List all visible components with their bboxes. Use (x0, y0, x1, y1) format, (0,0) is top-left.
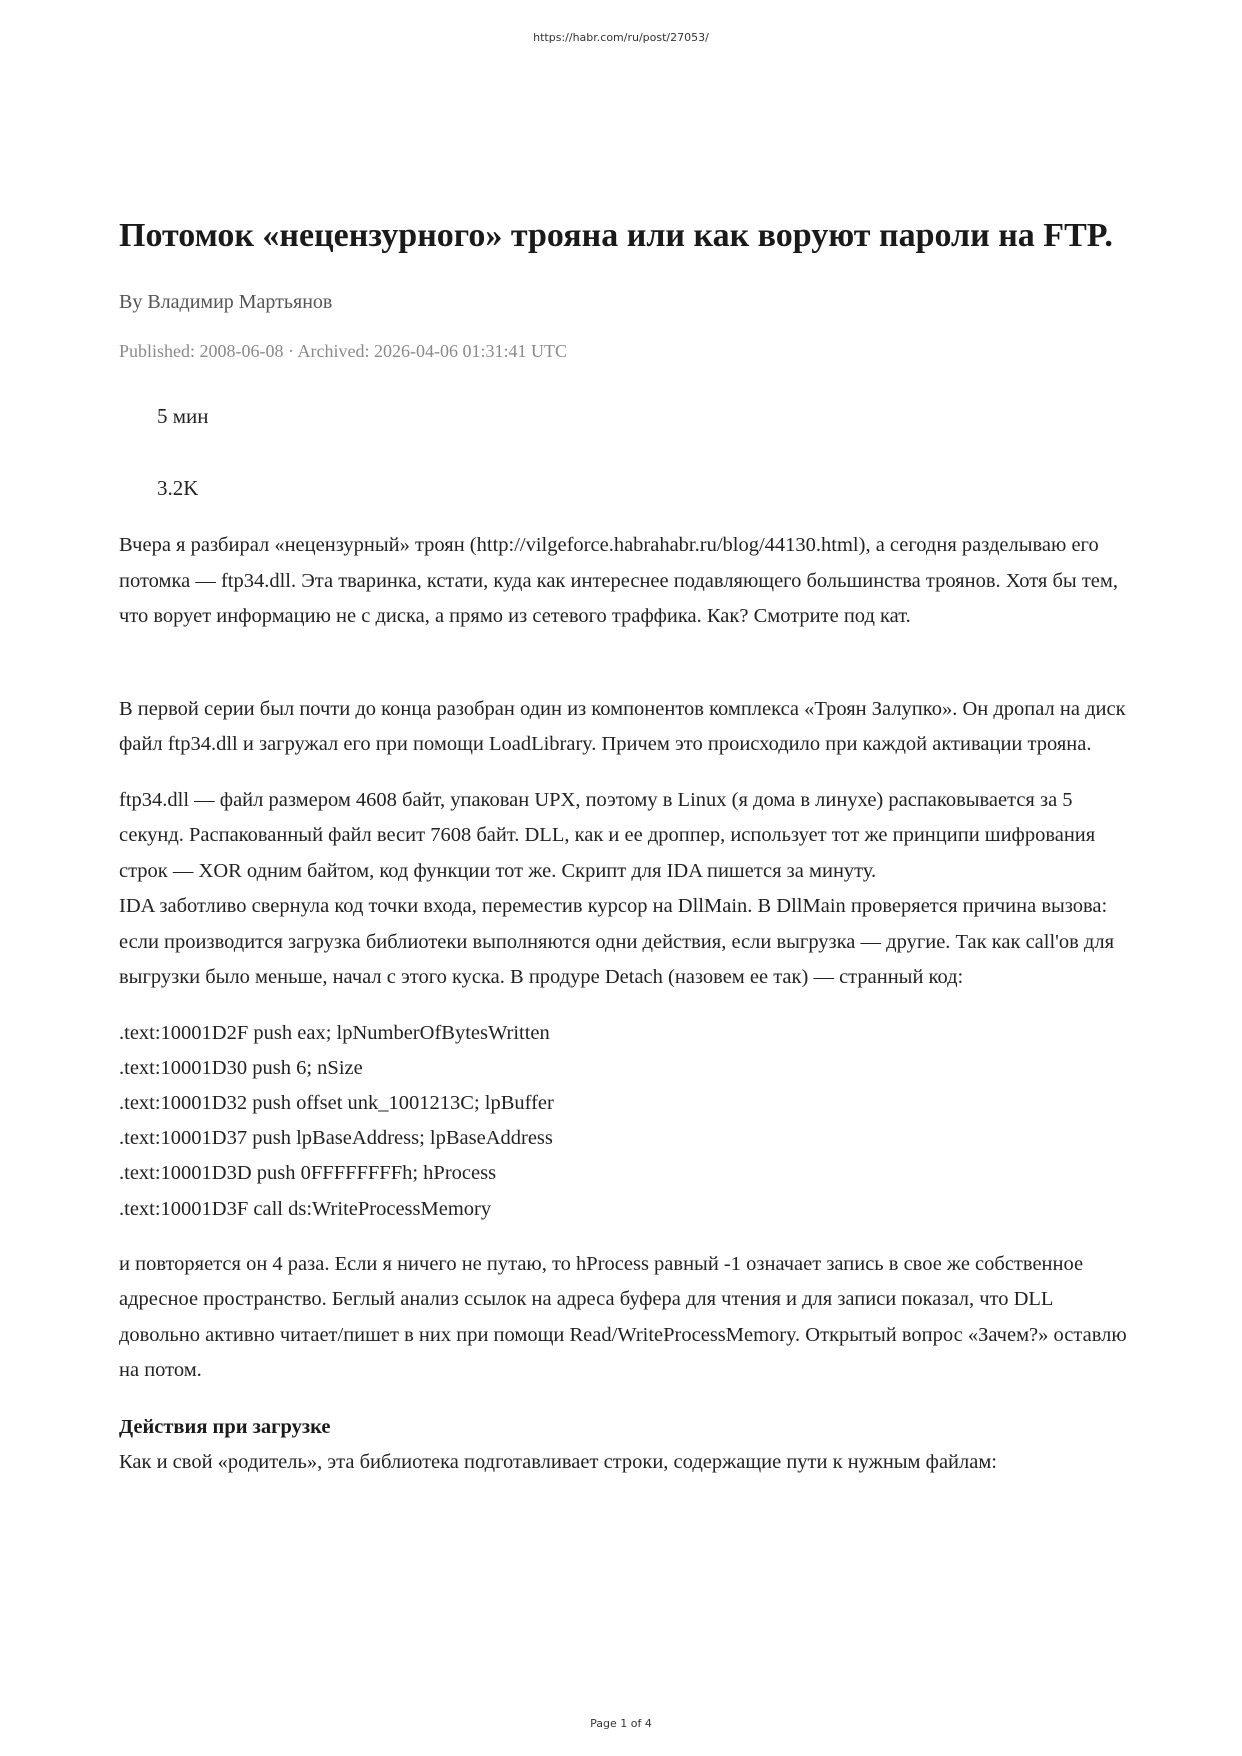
code-line: .text:10001D37 push lpBaseAddress; lpBaseAddress (119, 1127, 553, 1150)
series-paragraph: В первой серии был почти до конца разобран один из компонентов комплекса «Троян Залупко». Он дропал на диск файл ftp34.dll и загружал его при помощи LoadLibrary. Причем это происходило при каждой активации трояна. (119, 697, 1126, 755)
code-listing (119, 1016, 1129, 1227)
page-number: Page 1 of 4 (590, 1717, 652, 1730)
code-line: .text:10001D30 push 6; nSize (119, 1056, 363, 1079)
code-line: .text:10001D3D push 0FFFFFFFFh; hProcess (119, 1162, 497, 1185)
read-time: 5 мин (157, 404, 209, 428)
ida-paragraph: IDA заботливо свернула код точки входа, переместив курсор на DllMain. В DllMain проверяется причина вызова: если производится загрузка библиотеки выполняются одни действия, если выгрузка — другие. Так как call'ов для выгрузки было меньше, начал с этого куска. В продуре Detach (назовем ее так) — странный код: (119, 895, 1115, 988)
ftp34-paragraph: ftp34.dll — файл размером 4608 байт, упакован UPX, поэтому в Linux (я дома в линухе) распаковывается за 5 секунд. Распакованный файл весит 7608 байт. DLL, как и ее дроппер, использует тот же принципи шифрования строк — XOR одним байтом, код функции тот же. Скрипт для IDA пишется за минуту. (119, 788, 1096, 882)
repeat-paragraph: и повторяется он 4 раза. Если я ничего не путаю, то hProcess равный -1 означает запись в свое же собственное адресное пространство. Беглый анализ ссылок на адреса буфера для чтения и для записи показал, что DLL довольно активно читает/пишет в них при помощи Read/WriteProcessMemory. Открытый вопрос «Зачем?» оставлю на потом. (119, 1252, 1127, 1382)
code-line: .text:10001D2F push eax; lpNumberOfBytesWritten (119, 1021, 550, 1044)
intro-paragraph: Вчера я разбирал «нецензурный» троян (http://vilgeforce.habrahabr.ru/blog/44130.html), а сегодня разделываю его потомка — ftp34.dll. Эта тваринка, кстати, куда как интереснее подавляющего большинства троянов. Хотя бы тем, что ворует информацию не с диска, а прямо из сетевого траффика. Как? Смотрите под кат. (119, 534, 1118, 627)
article (119, 207, 1129, 1481)
article-byline: By Владимир Мартьянов (119, 291, 333, 313)
section-heading-load: Действия при загрузке (119, 1415, 331, 1438)
page-url: https://habr.com/ru/post/27053/ (533, 31, 709, 44)
view-count: 3.2K (157, 476, 199, 500)
article-meta: Published: 2008-06-08 · Archived: 2026-04-06 01:31:41 UTC (119, 341, 567, 361)
code-line: .text:10001D3F call ds:WriteProcessMemory (119, 1197, 492, 1220)
code-line: .text:10001D32 push offset unk_1001213C; lpBuffer (119, 1091, 554, 1114)
article-title: Потомок «нецензурного» трояна или как воруют пароли на FTP. (119, 217, 1113, 254)
load-paragraph: Как и свой «родитель», эта библиотека подготавливает строки, содержащие пути к нужным файлам: (119, 1451, 998, 1474)
